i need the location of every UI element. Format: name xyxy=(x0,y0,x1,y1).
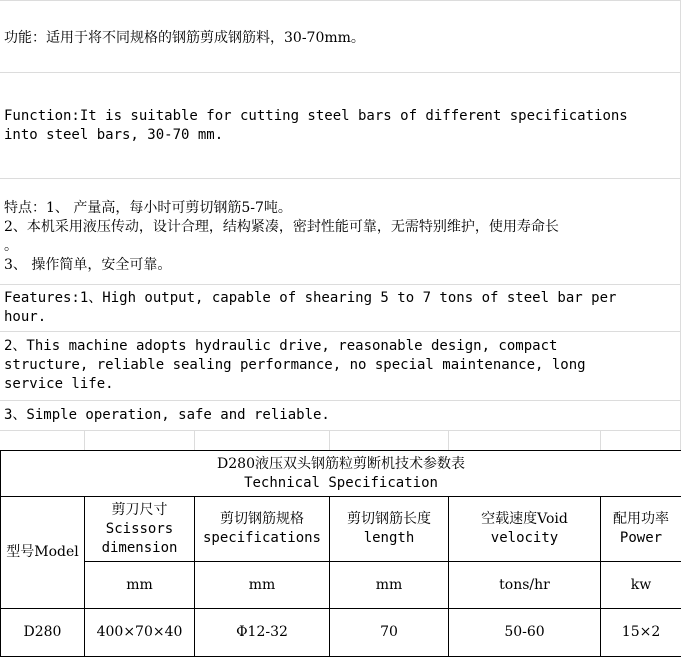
header-spec xyxy=(195,497,330,562)
row-velocity: 50-60 xyxy=(449,609,601,657)
header-velocity-cn: 空载速度Void xyxy=(451,510,598,529)
unit-spec: mm xyxy=(195,562,330,609)
gridline xyxy=(194,430,195,450)
table-title-cn: D280液压双头钢筋粒剪断机技术参数表 xyxy=(3,455,679,474)
features-en3: 3、Simple operation, safe and reliable. xyxy=(4,406,330,425)
function-en-line1: Function:It is suitable for cutting steel bars of different specifications xyxy=(4,107,628,126)
features-cn-line2: 2、本机采用液压传动，设计合理，结构紧凑，密封性能可靠，无需特别维护，使用寿命长 xyxy=(4,218,559,237)
gridline xyxy=(0,284,681,285)
unit-scissors: mm xyxy=(85,562,195,609)
features-en2-line1: 2、This machine adopts hydraulic drive, reasonable design, compact xyxy=(4,337,557,356)
gridline xyxy=(0,400,681,401)
header-velocity-en: velocity xyxy=(451,529,598,548)
header-scissors-cn: 剪刀尺寸 xyxy=(87,501,192,520)
features-cn-line1: 特点：1、 产量高，每小时可剪切钢筋5-7吨。 xyxy=(4,199,292,218)
header-spec-en: specifications xyxy=(197,529,327,548)
features-en2-line2: structure, reliable sealing performance, no special maintenance, long xyxy=(4,356,586,375)
header-length-en: length xyxy=(332,529,446,548)
header-spec-cn: 剪切钢筋规格 xyxy=(197,510,327,529)
row-scissors: 400×70×40 xyxy=(85,609,195,657)
gridline xyxy=(600,430,601,450)
header-velocity xyxy=(449,497,601,562)
table-title-en: Technical Specification xyxy=(3,474,679,493)
gridline xyxy=(448,430,449,450)
unit-velocity: tons/hr xyxy=(449,562,601,609)
unit-length: mm xyxy=(330,562,449,609)
features-cn-line4: 3、 操作简单，安全可靠。 xyxy=(4,256,171,275)
table-title-cell xyxy=(1,451,681,497)
function-cn: 功能：适用于将不同规格的钢筋剪成钢筋料，30-70mm。 xyxy=(4,29,365,48)
header-scissors xyxy=(85,497,195,562)
gridline xyxy=(84,430,85,450)
gridline xyxy=(329,430,330,450)
header-power-cn: 配用功率 xyxy=(603,510,679,529)
row-model: D280 xyxy=(1,609,85,657)
gridline xyxy=(0,0,681,1)
gridline xyxy=(0,430,681,431)
header-scissors-en1: Scissors xyxy=(87,520,192,539)
header-power xyxy=(601,497,681,562)
features-cn-line3: 。 xyxy=(4,237,18,256)
row-power: 15×2 xyxy=(601,609,681,657)
row-length: 70 xyxy=(330,609,449,657)
gridline xyxy=(0,178,681,179)
header-power-en: Power xyxy=(603,529,679,548)
features-en2-line3: service life. xyxy=(4,375,114,394)
function-en-line2: into steel bars, 30-70 mm. xyxy=(4,126,223,145)
gridline xyxy=(0,331,681,332)
model-label: 型号Model xyxy=(1,497,85,609)
features-en1-line1: Features:1、High output, capable of shearing 5 to 7 tons of steel bar per xyxy=(4,289,616,308)
header-length-cn: 剪切钢筋长度 xyxy=(332,510,446,529)
header-length xyxy=(330,497,449,562)
spec-table xyxy=(0,450,681,657)
gridline xyxy=(0,72,681,73)
features-en1-line2: hour. xyxy=(4,308,46,327)
header-scissors-en2: dimension xyxy=(87,539,192,558)
unit-power: kw xyxy=(601,562,681,609)
row-spec: Φ12-32 xyxy=(195,609,330,657)
